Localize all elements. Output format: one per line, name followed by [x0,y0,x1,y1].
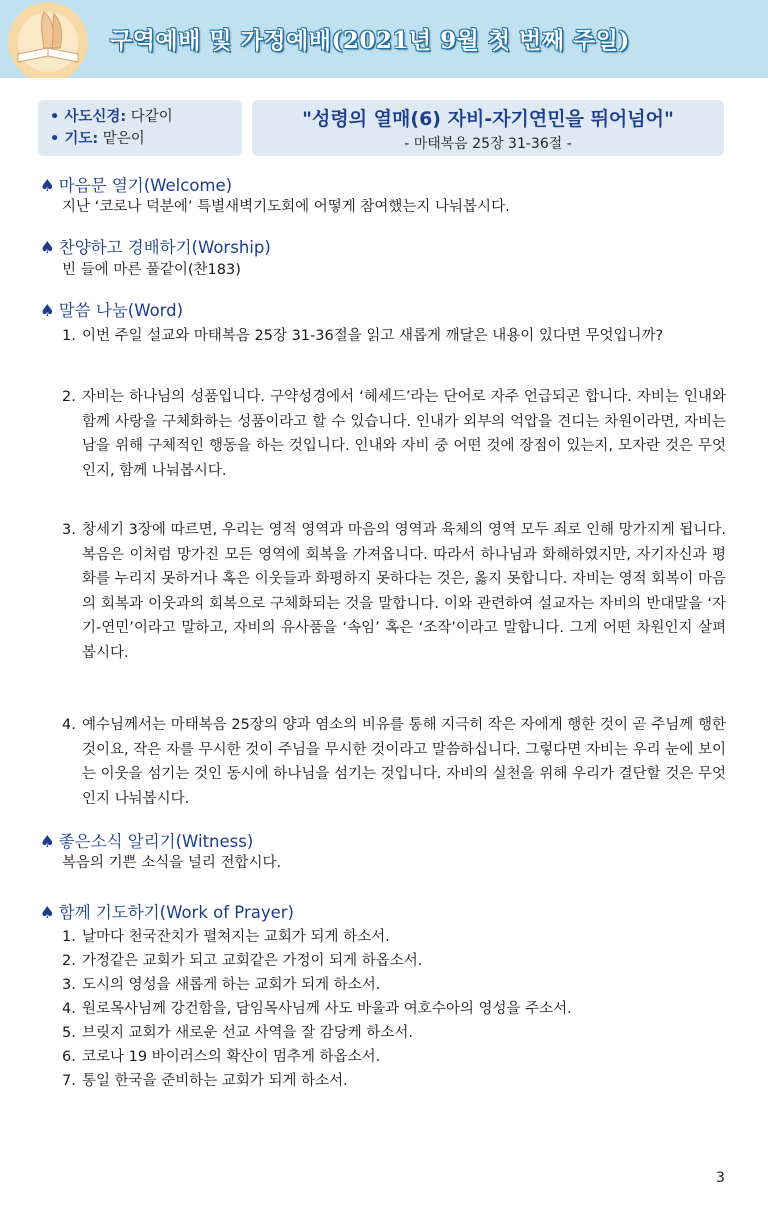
list-item: 6. 코로나 19 바이러스의 확산이 멈추게 하옵소서. [62,1049,381,1065]
prayer-row: • 기도: 맡은이 [50,131,145,147]
creed-label: 사도신경: [64,109,127,125]
welcome-heading: ♠ 마음문 열기(Welcome) [40,176,233,195]
sermon-box [252,100,724,156]
creed-value: 다같이 [130,109,173,125]
list-item: 7. 통일 한국을 준비하는 교회가 되게 하소서. [62,1073,348,1089]
list-item: 3. 도시의 영성을 새롭게 하는 교회가 되게 하소서. [62,977,381,993]
question-item: 3. 창세기 3장에 따르면, 우리는 영적 영역과 마음의 영역과 육체의 영역 모두 죄로 인해 망가지게 됩니다. 복음은 이처럼 망가진 모든 영역에 회복을 가져옵니다. 따라서 하나님과 화해하였지만, 자기자신과 평화를 누리지 못하거나 혹은 이웃들과 화평하지 못하다는 것은, 옳지 못합니다. 자비는 영적 회복이 마음의 회복과 이웃과의 회복으로 구체화되는 것을 말합니다. 이와 관련하여 설교자는 자비의 반대말을 ‘자기-연민’이라고 말하고, 자비의 유사품을 ‘속임’ 혹은 ‘조작’이라고 말합니다. 그게 어떤 차원인지 살펴봅시다. [62,522,726,661]
welcome-text: 지난 ‘코로나 덕분에’ 특별새벽기도회에 어떻게 참여했는지 나눠봅시다. [62,199,510,215]
spade-icon: ♠ [40,176,55,195]
spade-icon: ♠ [40,903,55,922]
question-item: 1. 이번 주일 설교와 마태복음 25장 31-36절을 읽고 새롭게 깨달은 내용이 있다면 무엇입니까? [62,328,664,344]
prayer-value: 맡은이 [102,131,145,147]
prayer-heading: ♠ 함께 기도하기(Work of Prayer) [40,903,294,922]
list-item: 2. 가정같은 교회가 되고 교회같은 가정이 되게 하옵소서. [62,953,423,969]
worship-heading: ♠ 찬양하고 경배하기(Worship) [40,238,271,257]
prayer-list [62,925,572,1093]
witness-text: 복음의 기쁜 소식을 널리 전합시다. [62,855,282,871]
list-item: 1. 날마다 천국잔치가 펼쳐지는 교회가 되게 하소서. [62,929,390,945]
creed-row: • 사도신경: 다같이 [50,109,173,125]
question-item: 4. 예수님께서는 마태복음 25장의 양과 염소의 비유를 통해 지극히 작은 자에게 행한 것이 곧 주님께 행한 것이요, 작은 자를 무시한 것이 주님을 무시한 것이라고 말씀하십니다. 그렇다면 자비는 우리 눈에 보이는 이웃을 섬기는 것인 동시에 하나님을 섬기는 것입니다. 자비의 실천을 위해 우리가 결단할 것은 무엇인지 나눠봅시다. [62,717,726,807]
sermon-reference: - 마태복음 25장 31-36절 - [404,136,572,152]
page-title: 구역예배 및 가정예배(2021년 9월 첫 번째 주일) [110,27,630,54]
spade-icon: ♠ [40,301,55,320]
service-info-box [38,100,242,156]
list-item: 5. 브릿지 교회가 새로운 선교 사역을 잘 감당케 하소서. [62,1025,414,1041]
question-item: 2. 자비는 하나님의 성품입니다. 구약성경에서 ‘헤세드’라는 단어로 자주 언급되곤 합니다. 자비는 인내와 함께 사랑을 구체화하는 성품이라고 할 수 있습니다. 인내가 외부의 억압을 견디는 차원이라면, 자비는 남을 위해 구체적인 행동을 하는 것입니다. 인내와 자비 중 어떤 것에 장점이 있는지, 모자란 것은 무엇인지, 함께 나눠봅시다. [62,389,726,479]
page-number: 3 [716,1170,725,1186]
prayer-label: 기도: [64,131,99,147]
sermon-title: "성령의 열매(6) 자비-자기연민을 뛰어넘어" [302,108,674,130]
witness-heading: ♠ 좋은소식 알리기(Witness) [40,832,254,851]
list-item: 4. 원로목사님께 강건함을, 담임목사님께 사도 바울과 여호수아의 영성을 주소서. [62,1001,572,1017]
word-heading: ♠ 말씀 나눔(Word) [40,301,184,320]
worship-text: 빈 들에 마른 풀같이(찬183) [62,262,241,278]
praying-hands-bible-icon [4,2,100,78]
spade-icon: ♠ [40,832,55,851]
spade-icon: ♠ [40,238,55,257]
header-banner [0,0,768,78]
